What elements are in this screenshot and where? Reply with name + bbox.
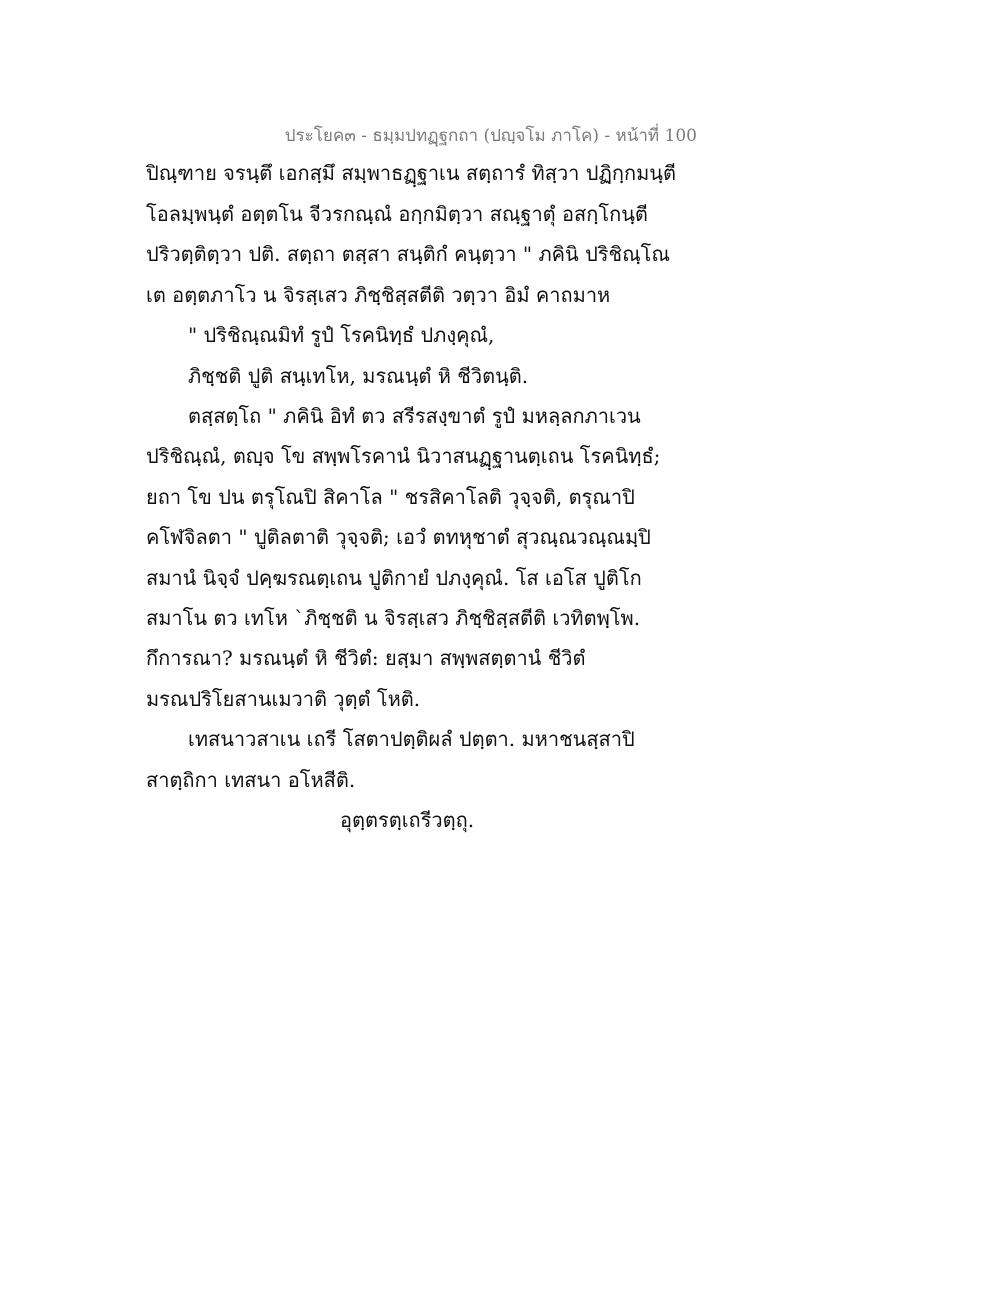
text-line: กึการณา? มรณนฺตํ หิ ชีวิตํ: ยสฺมา สพฺพสตฺตานํ ชีวิตํ bbox=[146, 646, 586, 670]
running-header: ประโยค๓ - ธมฺมปทฏฺฐกถา (ปญฺจโม ภาโค) - หน้าที่ 100 bbox=[284, 126, 697, 146]
closing-title: อุตฺตรตฺเถรีวตฺถุ. bbox=[340, 808, 475, 832]
text-line: เต อตฺตภาโว น จิรสฺเสว ภิชฺชิสฺสตีติ วตฺวา อิมํ คาถมาห bbox=[146, 283, 611, 307]
paragraph-start-line: เทสนาวสาเน เถรี โสตาปตฺติผลํ ปตฺตา. มหาชนสฺสาปิ bbox=[188, 727, 635, 751]
text-line: คโฬจิลตา " ปูติลตาติ วุจฺจติ; เอวํ ตทหุชาตํ สุวณฺณวณฺณมฺปิ bbox=[146, 525, 651, 549]
paragraph-start-line: ตสฺสตฺโถ " ภคินิ อิทํ ตว สรีรสงฺขาตํ รูปํ มหลฺลกภาเวน bbox=[188, 404, 641, 428]
text-line: สมาโน ตว เทโห `ภิชฺชติ น จิรสฺเสว ภิชฺชิสฺสตีติ เวทิตพฺโพ. bbox=[146, 606, 641, 630]
text-line: สาตฺถิกา เทสนา อโหสีติ. bbox=[146, 768, 356, 792]
verse-line: ภิชฺชติ ปูติ สนฺเทโห, มรณนฺตํ หิ ชีวิตนฺติ. bbox=[188, 364, 529, 388]
text-line: ปิณฺฑาย จรนฺตึ เอกสฺมึ สมฺพาธฏฺฐาเน สตฺถารํ ทิสฺวา ปฏิกฺกมนฺตี bbox=[146, 161, 676, 185]
text-line: ปริชิณฺณํ, ตญฺจ โข สพฺพโรคานํ นิวาสนฏฺฐานตฺเถน โรคนิทฺธํ; bbox=[146, 444, 661, 468]
text-line: มรณปริโยสานเมวาติ วุตฺตํ โหติ. bbox=[146, 687, 421, 711]
verse-line: " ปริชิณฺณมิทํ รูปํ โรคนิทฺธํ ปภงฺคุณํ, bbox=[188, 323, 495, 347]
text-line: ปริวตฺติตฺวา ปติ. สตฺถา ตสฺสา สนฺติกํ คนฺตฺวา " ภคินิ ปริชิณฺโณ bbox=[146, 242, 670, 266]
text-line: โอลมฺพนฺตํ อตฺตโน จีวรกณฺณํ อกฺกมิตฺวา สณฺฐาตุํ อสกฺโกนฺตี bbox=[146, 202, 648, 226]
text-line: ยถา โข ปน ตรุโณปิ สิคาโล " ชรสิคาโลติ วุจฺจติ, ตรุณาปิ bbox=[146, 485, 635, 509]
text-line: สมานํ นิจฺจํ ปคฺฆรณตฺเถน ปูติกายํ ปภงฺคุณํ. โส เอโส ปูติโก bbox=[146, 566, 642, 590]
